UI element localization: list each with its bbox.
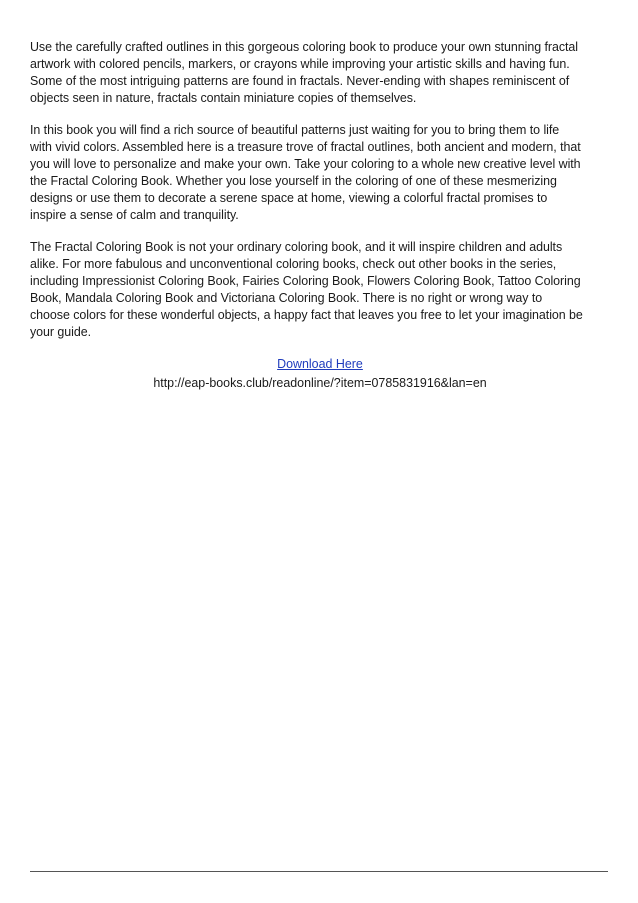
text-line: choose colors for these wonderful objects, a happy fact that leaves you free to let your imagination be — [30, 308, 583, 322]
footer-divider — [30, 871, 608, 872]
text-line: artwork with colored pencils, markers, or crayons while improving your artistic skills and having fun. — [30, 57, 570, 71]
text-line: including Impressionist Coloring Book, Fairies Coloring Book, Flowers Coloring Book, Tattoo Coloring — [30, 274, 581, 288]
text-line: with vivid colors. Assembled here is a treasure trove of fractal outlines, both ancient and modern, that — [30, 140, 581, 154]
text-line: Book, Mandala Coloring Book and Victoriana Coloring Book. There is no right or wrong way to — [30, 291, 543, 305]
document-page — [30, 39, 610, 392]
download-section — [30, 356, 610, 392]
text-line: the Fractal Coloring Book. Whether you lose yourself in the coloring of one of these mesmerizing — [30, 174, 557, 188]
paragraph-series — [30, 239, 610, 341]
text-line: designs or use them to decorate a serene space at home, viewing a colorful fractal promises to — [30, 191, 548, 205]
text-line: Some of the most intriguing patterns are found in fractals. Never-ending with shapes reminiscent of — [30, 74, 570, 88]
download-url-text: http://eap-books.club/readonline/?item=0785831916&lan=en — [153, 376, 487, 390]
download-link[interactable]: Download Here — [277, 357, 363, 371]
text-line: alike. For more fabulous and unconventional coloring books, check out other books in the series, — [30, 257, 557, 271]
text-line: inspire a sense of calm and tranquility. — [30, 208, 239, 222]
text-line: objects seen in nature, fractals contain miniature copies of themselves. — [30, 91, 417, 105]
text-line: your guide. — [30, 325, 91, 339]
paragraph-intro — [30, 39, 610, 107]
text-line: The Fractal Coloring Book is not your ordinary coloring book, and it will inspire children and adults — [30, 240, 563, 254]
paragraph-book-description — [30, 122, 610, 224]
text-line: Use the carefully crafted outlines in this gorgeous coloring book to produce your own stunning fractal — [30, 40, 578, 54]
text-line: In this book you will find a rich source of beautiful patterns just waiting for you to bring them to life — [30, 123, 560, 137]
text-line: you will love to personalize and make your own. Take your coloring to a whole new creative level with — [30, 157, 581, 171]
